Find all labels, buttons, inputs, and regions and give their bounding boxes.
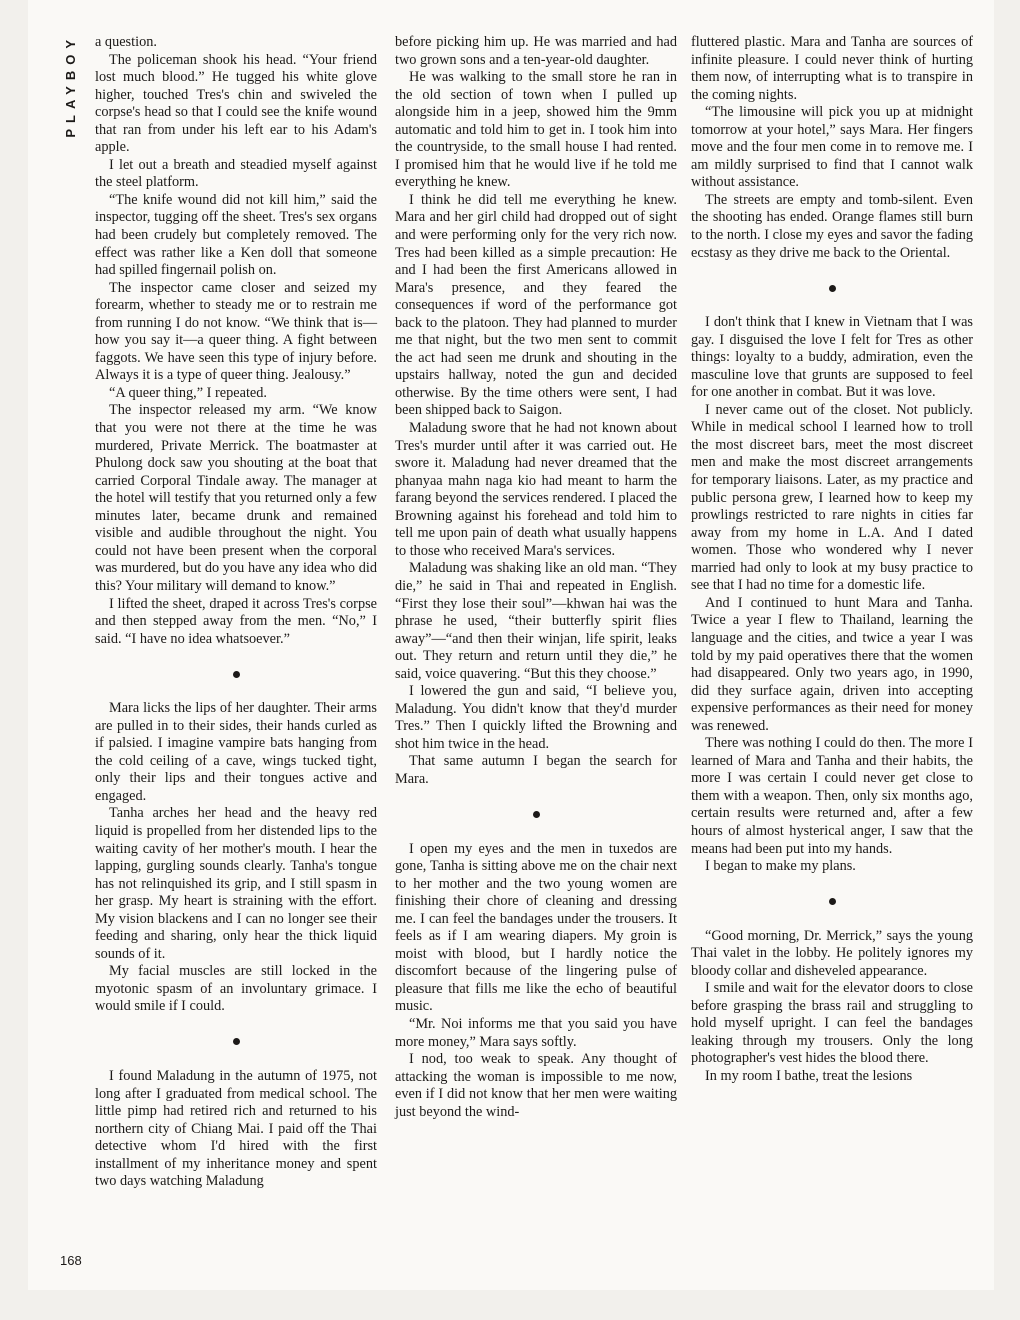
body-paragraph: Maladung swore that he had not known about Tres's murder until after it was carried out. He swore it. Maladung had never dreamed that the phanyaa mahn naga kio had meant to harm the farang beyond the services rendered. I placed the Browning against his forehead and told him to tell me upon pain of death what usually happens to those who received Mara's services. (395, 420, 677, 559)
body-paragraph: “Good morning, Dr. Merrick,” says the young Thai valet in the lobby. He politely ignores my bloody collar and disheveled appearance. (691, 927, 973, 979)
bullet-dot-icon (233, 671, 240, 678)
bullet-dot-icon (233, 1038, 240, 1045)
body-paragraph: I open my eyes and the men in tuxedos are gone, Tanha is sitting above me on the chair next to her mother and the two young women are finishing their chore of cleaning and dressing me. I can feel the bandages under the trousers. It feels as if I am wearing diapers. My groin is moist with blood, but I hardly notice the discomfort because of the lingering pulse of pleasure that fills me like the echo of beautiful music. (395, 840, 677, 1015)
bullet-dot-icon (829, 898, 836, 905)
body-paragraph: The policeman shook his head. “Your friend lost much blood.” He tugged his white glove higher, touched Tres's chin and swiveled the corpse's head so that I could see the knife wound that ran from under his left ear to his Adam's apple. (95, 51, 377, 156)
body-paragraph: There was nothing I could do then. The more I learned of Mara and Tanha and their habits, the more I was certain I could never get close to them with a weapon. Then, only six months ago, certain results were returned and, after a few hours of almost hysterical anger, I saw that the means had been put into my hands. (691, 735, 973, 857)
body-paragraph: a question. (95, 34, 157, 50)
body-paragraph: Mara licks the lips of her daughter. Their arms are pulled in to their sides, their hands curled as if palsied. I imagine vampire bats hanging from the cold ceiling of a cave, wings tucked tight, only their lips and their tongues active and engaged. (95, 700, 377, 804)
section-divider (95, 1016, 377, 1068)
body-paragraph: Tanha arches her head and the heavy red liquid is propelled from her distended lips to the waiting cavity of her mother's mouth. I hear the lapping, gurgling sounds clearly. Tanha's tongue has not relinquished its grip, and I still spasm in her grasp. My heart is straining with the effort. My vision blackens and I can no longer see their feeding and sharing, only hear the thick liquid sounds of it. (95, 805, 377, 962)
body-paragraph: “Mr. Noi informs me that you said you have more money,” Mara says softly. (395, 1015, 677, 1050)
body-paragraph: I don't think that I knew in Vietnam that I was gay. I disguised the love I felt for Tres as other things: loyalty to a buddy, admiration, even the masculine love that grunts are supposed to feel for one another in combat. But it was love. (691, 314, 973, 401)
body-paragraph: My facial muscles are still locked in the myotonic spasm of an involuntary grimace. I would smile if I could. (95, 963, 377, 1015)
section-divider (95, 648, 377, 700)
body-paragraph: The streets are empty and tomb-silent. Even the shooting has ended. Orange flames still burn to the north. I close my eyes and savor the fading ecstasy as they drive me back to the Oriental. (691, 191, 973, 261)
body-paragraph: That same autumn I began the search for Mara. (395, 753, 677, 787)
section-divider (691, 262, 973, 314)
body-paragraph: I smile and wait for the elevator doors to close before grasping the brass rail and struggling to hold myself upright. I can feel the bandages leaking through my trousers. Only the long photographer's vest hides the blood there. (691, 980, 973, 1067)
bullet-dot-icon (533, 811, 540, 818)
body-paragraph: I lowered the gun and said, “I believe you, Maladung. You didn't know that they'd murder Tres.” Then I quickly lifted the Browning and shot him twice in the head. (395, 683, 677, 752)
bullet-dot-icon (829, 285, 836, 292)
body-paragraph: The inspector released my arm. “We know that you were not there at the time he was murdered, Private Merrick. The boatmaster at Phulong dock saw you shouting at the boat that carried Corporal Tindale away. The manager at the hotel will testify that you returned only a few minutes later, became drunk and remained visible and audible throughout the night. You could not have been present when the corporal was murdered, but do you have any idea who did this? Your military will demand to know.” (95, 402, 377, 594)
body-paragraph: “A queer thing,” I repeated. (109, 384, 267, 401)
body-paragraph: fluttered plastic. Mara and Tanha are sources of infinite pleasure. I could never think of hurting them now, of interrupting what is to transpire in the coming nights. (691, 34, 973, 103)
section-divider (395, 789, 677, 841)
body-paragraph: The inspector came closer and seized my forearm, whether to steady me or to restrain me from running I do not know. “We think that is—how you say it—a queer thing. A fight between faggots. We have seen this type of injury before. Always it is a type of queer thing. Jealousy.” (95, 279, 377, 384)
body-paragraph: I think he did tell me everything he knew. Mara and her girl child had dropped out of sight and were performing only for the very rich now. Tres had been killed as a simple precaution: He and I had been the first Americans allowed in Mara's presence, and they feared the consequences if word of the performance got back to the platoon. They had planned to murder me that night, but the two men sent to commit the act had seen me drunk and shouting in the upstairs hallway, noted the gun and decided otherwise. By the time others were sent, I had been shipped back to Saigon. (395, 191, 677, 419)
text-column-2 (395, 34, 677, 1121)
body-paragraph: I let out a breath and steadied myself against the steel platform. (95, 156, 377, 191)
masthead: PLAYBOY (63, 34, 78, 138)
text-column-3 (691, 34, 973, 1086)
section-divider (691, 876, 973, 928)
body-paragraph: I began to make my plans. (705, 858, 856, 875)
body-paragraph: I never came out of the closet. Not publicly. While in medical school I learned how to troll the most discreet bars, meet the most discreet men and make the most discreet arrangements for temporary liaisons. Later, as my practice and public persona grew, I learned how to keep my prowlings restricted to rare nights in cities far away from my home in L.A. And I dated women. Those who wondered why I never married had only to look at my busy practice to see that I had no time for a domestic life. (691, 401, 973, 594)
body-paragraph: He was walking to the small store he ran in the old section of town when I pulled up alongside him in a jeep, showed him the 9mm automatic and told him to get in. I took him into the countryside, to the small house I had rented. I promised him that he would live if he told me everything he knew. (395, 69, 677, 191)
body-paragraph: I lifted the sheet, draped it across Tres's corpse and then stepped away from the men. “No,” I said. “I have no idea whatsoever.” (95, 595, 377, 647)
body-paragraph: I nod, too weak to speak. Any thought of attacking the woman is impossible to me now, even if I did not know that her men were waiting just beyond the wind- (395, 1051, 677, 1120)
body-paragraph: “The limousine will pick you up at midnight tomorrow at your hotel,” says Mara. Her fingers move and the four men come in to remove me. I am mildly surprised to find that I cannot walk without assistance. (691, 104, 973, 191)
body-paragraph: And I continued to hunt Mara and Tanha. Twice a year I flew to Thailand, learning the language and the cities, and twice a year I was told by my paid operatives there that the women had disappeared. Only two years ago, in 1990, did they surface again, driven into accepting expensive performances as their need for money was renewed. (691, 594, 973, 734)
text-column-1 (95, 34, 377, 1191)
body-paragraph: I found Maladung in the autumn of 1975, not long after I graduated from medical school. The little pimp had retired rich and returned to his northern city of Chiang Mai. I paid off the Thai detective whom I'd hired with the first installment of my inheritance money and spent two days watching Maladung (95, 1067, 377, 1190)
body-paragraph: “The knife wound did not kill him,” said the inspector, tugging off the sheet. Tres's sex organs had been crudely but completely removed. The effect was rather like a Ken doll that someone had spilled fingernail polish on. (95, 191, 377, 279)
body-paragraph: before picking him up. He was married and had two grown sons and a ten-year-old daughter. (395, 34, 677, 68)
body-paragraph: Maladung was shaking like an old man. “They die,” he said in Thai and repeated in English. “First they lose their soul”—khwan hai was the phrase he used, “their butterfly spirit flies away”—“and then their winjan, life spirit, leaks out. They return and return until they die,” he said, voice quavering. “But this they choose.” (395, 560, 677, 682)
body-paragraph: In my room I bathe, treat the lesions (705, 1067, 913, 1084)
page-number: 168 (60, 1253, 82, 1268)
magazine-page (28, 0, 994, 1290)
